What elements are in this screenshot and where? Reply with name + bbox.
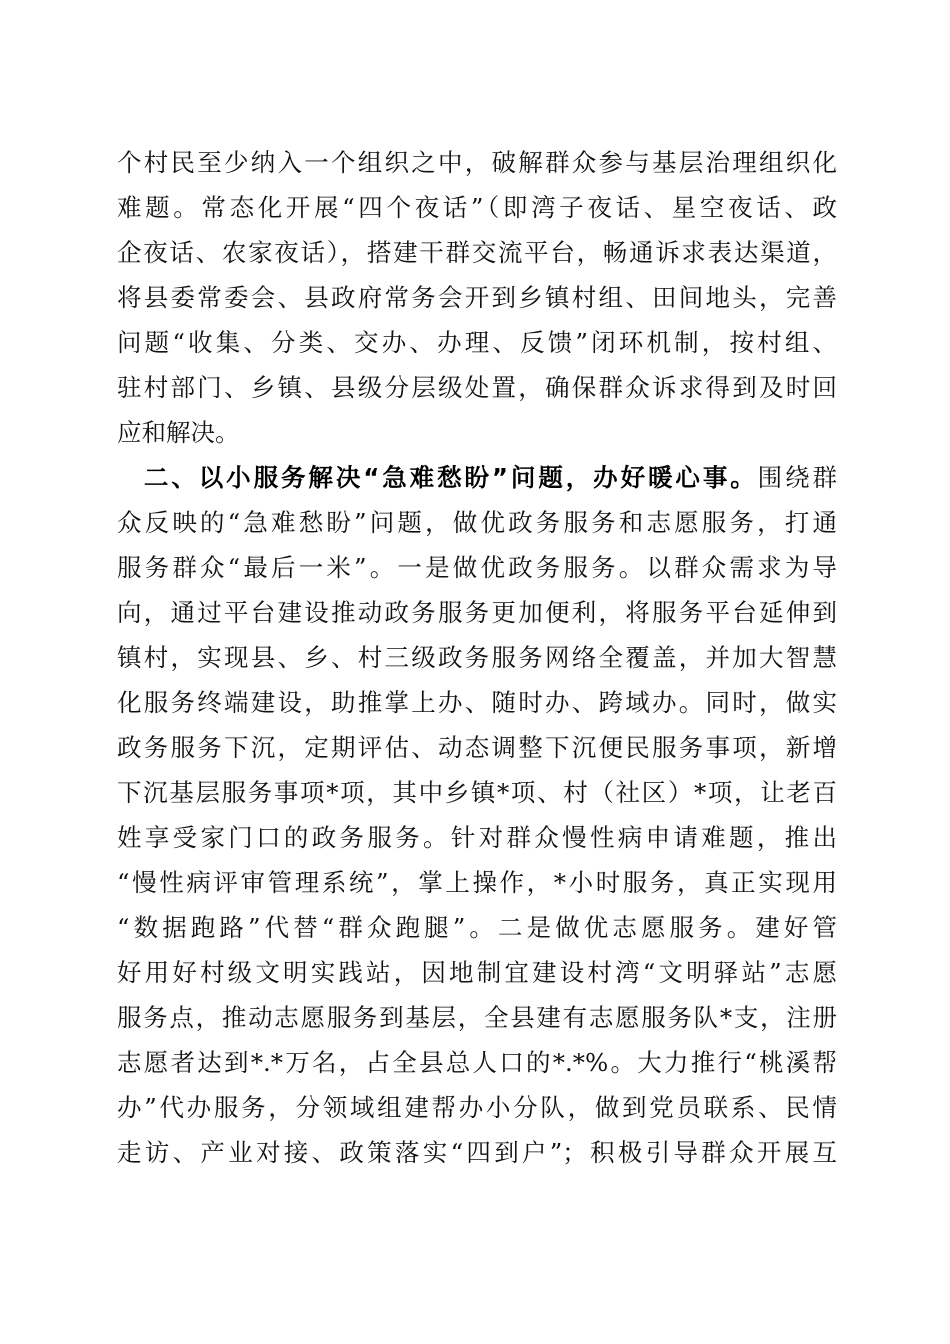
paragraph-line: “数据跑路”代替“群众跑腿”。二是做优志愿服务。建好管 (117, 913, 837, 942)
paragraph-line: 难题。常态化开展“四个夜话”（即湾子夜话、星空夜话、政 (117, 193, 837, 222)
paragraph-line: 企夜话、农家夜话），搭建干群交流平台，畅通诉求表达渠道， (117, 238, 837, 267)
paragraph-line: “慢性病评审管理系统”，掌上操作，*小时服务，真正实现用 (117, 868, 837, 897)
paragraph-line: 政务服务下沉，定期评估、动态调整下沉便民服务事项，新增 (117, 733, 837, 762)
paragraph-line: 下沉基层服务事项*项，其中乡镇*项、村（社区）*项，让老百 (117, 778, 837, 807)
paragraph-line: 办”代办服务，分领域组建帮办小分队，做到党员联系、民情 (117, 1093, 837, 1122)
paragraph-line: 向，通过平台建设推动政务服务更加便利，将服务平台延伸到 (117, 598, 837, 627)
paragraph-line: 服务群众“最后一米”。一是做优政务服务。以群众需求为导 (117, 553, 837, 582)
heading-line-rest: 围绕群 (757, 463, 838, 492)
section-heading: 二、以小服务解决“急难愁盼”问题，办好暖心事。 (141, 463, 758, 492)
paragraph-line: 应和解决。 (117, 418, 240, 447)
paragraph-line: 志愿者达到*.*万名，占全县总人口的*.*%。大力推行“桃溪帮 (117, 1048, 837, 1077)
paragraph-line: 服务点，推动志愿服务到基层，全县建有志愿服务队*支，注册 (117, 1003, 837, 1032)
paragraph-line: 好用好村级文明实践站，因地制宜建设村湾“文明驿站”志愿 (117, 958, 837, 987)
paragraph-line: 众反映的“急难愁盼”问题，做优政务服务和志愿服务，打通 (117, 508, 837, 537)
paragraph-line: 镇村，实现县、乡、村三级政务服务网络全覆盖，并加大智慧 (117, 643, 837, 672)
paragraph-line: 驻村部门、乡镇、县级分层级处置，确保群众诉求得到及时回 (117, 373, 837, 402)
section-heading-line (117, 456, 837, 500)
paragraph-line: 个村民至少纳入一个组织之中，破解群众参与基层治理组织化 (117, 148, 837, 177)
paragraph-line: 问题“收集、分类、交办、办理、反馈”闭环机制，按村组、 (117, 328, 837, 357)
paragraph-line: 将县委常委会、县政府常务会开到乡镇村组、田间地头，完善 (117, 283, 837, 312)
paragraph-line: 走访、产业对接、政策落实“四到户”；积极引导群众开展互 (117, 1138, 837, 1167)
paragraph-line: 姓享受家门口的政务服务。针对群众慢性病申请难题，推出 (117, 823, 837, 852)
paragraph-line: 化服务终端建设，助推掌上办、随时办、跨域办。同时，做实 (117, 688, 837, 717)
